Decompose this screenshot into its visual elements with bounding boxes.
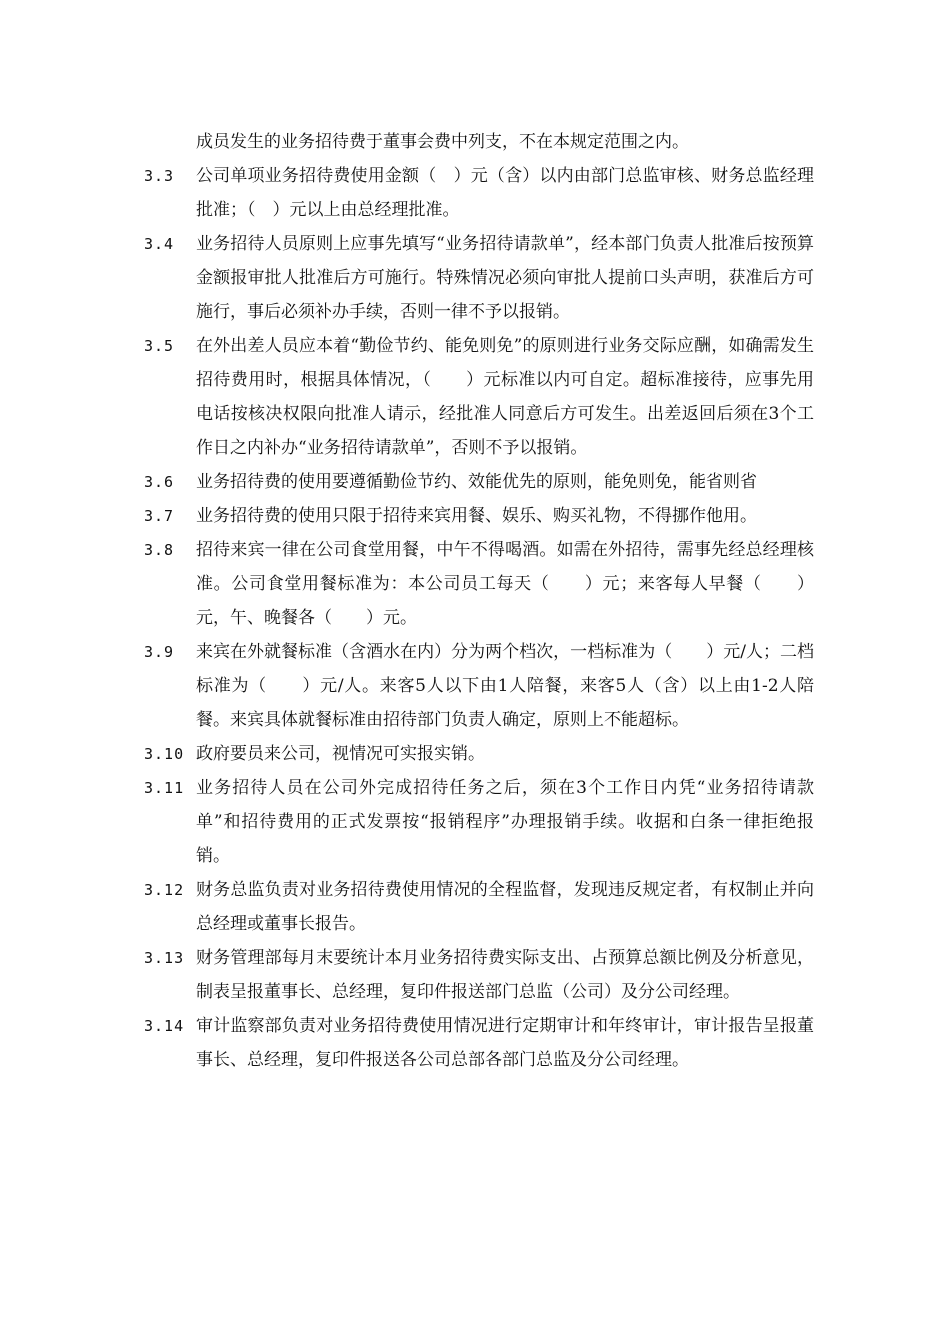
clause-3-6 [144,465,814,499]
clause-number: 3.7 [144,507,175,525]
clause-text: 财务总监负责对业务招待费使用情况的全程监督，发现违反规定者，有权制止并向总经理或董事长报告。 [196,880,814,934]
clause-text: 业务招待人员原则上应事先填写“业务招待请款单”，经本部门负责人批准后按预算金额报审批人批准后方可施行。特殊情况必须向审批人提前口头声明，获准后方可施行，事后必须补办手续，否则一律不予以报销。 [196,234,814,322]
clause-text: 在外出差人员应本着“勤俭节约、能免则免”的原则进行业务交际应酬，如确需发生招待费用时，根据具体情况，（ ）元标准以内可自定。超标准接待，应事先用电话按核决权限向批准人请示，经批准人同意后方可发生。出差返回后须在3个工作日之内补办“业务招待请款单”，否则不予以报销。 [196,336,814,458]
clause-number: 3.6 [144,473,175,491]
clause-number: 3.9 [144,643,175,661]
clause-number: 3.5 [144,337,175,355]
clause-3-11 [144,771,814,873]
clause-text: 业务招待费的使用要遵循勤俭节约、效能优先的原则，能免则免，能省则省 [196,472,757,492]
clause-number: 3.14 [144,1017,185,1035]
clause-text: 政府要员来公司，视情况可实报实销。 [196,744,485,764]
clause-3-5 [144,329,814,465]
clause-text: 来宾在外就餐标准（含酒水在内）分为两个档次，一档标准为（ ）元/人；二档标准为（ ）元/人。来客5人以下由1人陪餐，来客5人（含）以上由1-2人陪餐。来宾具体就餐标准由招待部门负责人确定，原则上不能超标。 [196,642,814,730]
clause-text: 公司单项业务招待费使用金额（ ）元（含）以内由部门总监审核、财务总监经理批准；（ ）元以上由总经理批准。 [196,166,814,220]
clause-3-3 [144,159,814,227]
clause-3-12 [144,873,814,941]
clause-3-4 [144,227,814,329]
clause-3-14 [144,1009,814,1077]
clause-number: 3.8 [144,541,175,559]
clause-3-13 [144,941,814,1009]
regulation-list [144,159,814,1077]
clause-3-9 [144,635,814,737]
clause-3-8 [144,533,814,635]
clause-text: 财务管理部每月末要统计本月业务招待费实际支出、占预算总额比例及分析意见，制表呈报董事长、总经理，复印件报送部门总监（公司）及分公司经理。 [196,948,814,1002]
clause-text: 审计监察部负责对业务招待费使用情况进行定期审计和年终审计，审计报告呈报董事长、总经理，复印件报送各公司总部各部门总监及分公司经理。 [196,1016,814,1070]
clause-text: 业务招待人员在公司外完成招待任务之后，须在3个工作日内凭“业务招待请款单”和招待费用的正式发票按“报销程序”办理报销手续。收据和白条一律拒绝报销。 [196,778,814,866]
clause-3-10 [144,737,814,771]
clause-number: 3.11 [144,779,185,797]
clause-number: 3.13 [144,949,185,967]
clause-number: 3.12 [144,881,185,899]
clause-number: 3.4 [144,235,175,253]
clause-text: 业务招待费的使用只限于招待来宾用餐、娱乐、购买礼物，不得挪作他用。 [196,506,757,526]
intro-paragraph: 成员发生的业务招待费于董事会费中列支，不在本规定范围之内。 [196,132,689,152]
clause-number: 3.10 [144,745,185,763]
clause-number: 3.3 [144,167,175,185]
clause-3-7 [144,499,814,533]
clause-text: 招待来宾一律在公司食堂用餐，中午不得喝酒。如需在外招待，需事先经总经理核准。公司食堂用餐标准为：本公司员工每天（ ）元；来客每人早餐（ ）元，午、晚餐各（ ）元。 [196,540,814,628]
